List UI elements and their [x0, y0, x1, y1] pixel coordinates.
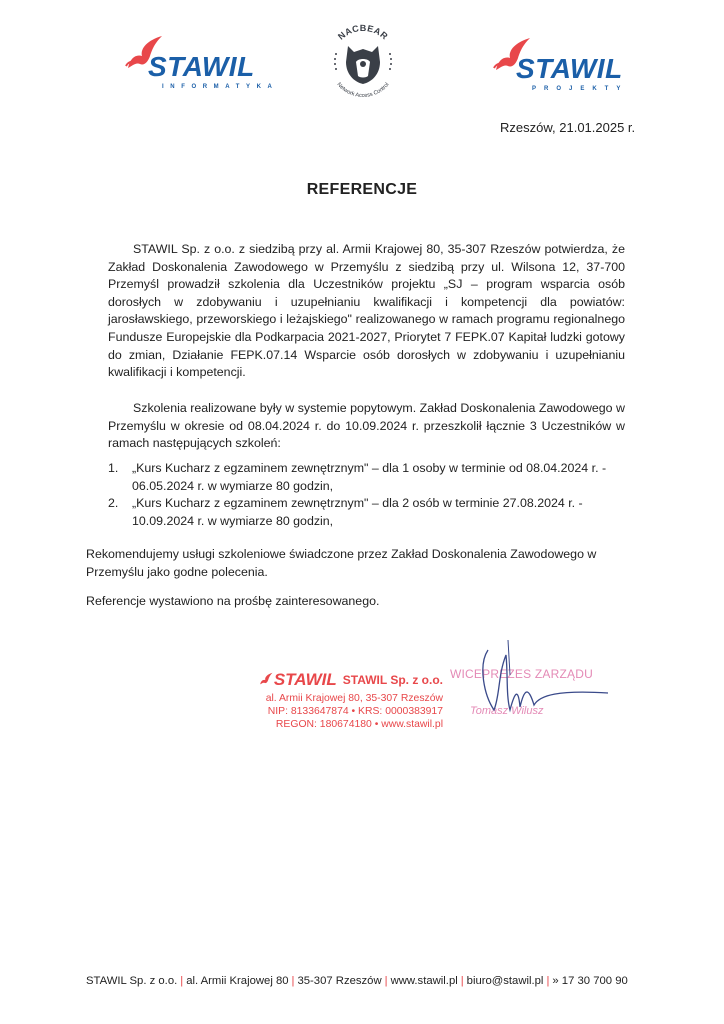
list-number: 2.	[108, 496, 119, 511]
nacbear-top-text: NACBEAR	[336, 22, 390, 42]
signature-block	[448, 635, 618, 725]
nacbear-bottom-text: Network Access Control	[335, 81, 391, 100]
list-text: „Kurs Kucharz z egzaminem zewnętrznym" – dla 2 osób w terminie 27.08.2024 r. - 10.09.2024 r. w wymiarze 80 godzin,	[132, 496, 583, 528]
paragraph-recommendation: Rekomendujemy usługi szkoleniowe świadczone przez Zakład Doskonalenia Zawodowego w Przemyślu jako godne polecenia.	[86, 547, 597, 579]
footer-company: STAWIL Sp. z o.o.	[86, 975, 178, 987]
bear-icon	[318, 16, 408, 106]
phoenix-icon	[258, 672, 274, 688]
logo-subtitle: INFORMATYKA	[162, 84, 279, 90]
footer-street: al. Armii Krajowej 80	[186, 975, 289, 987]
logo-subtitle: PROJEKTY	[532, 86, 629, 92]
paragraph-confirmation: STAWIL Sp. z o.o. z siedzibą przy al. Armii Krajowej 80, 35-307 Rzeszów potwierdza, że Zakład Doskonalenia Zawodowego w Przemyślu z siedzibą przy ul. Wilsona 12, 37-700 Przemyśl prowadził szkolenia dla Uczestników projektu „SJ – program wsparcia osób dorosłych w zdobywaniu i uzupełnianiu kwalifikacji i kompetencji dla powiatów: jarosławskiego, przeworskiego i leżajskiego" realizowanego w ramach programu regionalnego Fundusze Europejskie dla Podkarpacia 2021-2027, Priorytet 7 FEPK.07 Kapitał ludzki gotowy do zmian, Działanie FEPK.07.14 Wsparcie osób dorosłych w zdobywaniu i uzupełnianiu kwalifikacji i kompetencji.	[108, 242, 625, 380]
stamp-regon-www: REGON: 180674180 • www.stawil.pl	[275, 719, 443, 730]
list-text: „Kurs Kucharz z egzaminem zewnętrznym" – dla 1 osoby w terminie od 08.04.2024 r. - 06.05.2024 r. w wymiarze 80 godzin,	[132, 461, 607, 493]
list-item	[108, 460, 625, 495]
logo-wordmark: STAWIL	[148, 51, 255, 82]
svg-text:Network Access Control	[336, 82, 391, 99]
nacbear-logo	[318, 16, 408, 106]
letter-date: Rzeszów, 21.01.2025 r.	[500, 120, 636, 135]
stamp-company: STAWIL Sp. z o.o.	[342, 673, 443, 687]
list-number: 1.	[108, 461, 119, 475]
letter-title: REFERENCJE	[306, 181, 418, 198]
training-list	[108, 460, 625, 530]
handwritten-signature	[448, 635, 618, 725]
footer-email: biuro@stawil.pl	[466, 975, 544, 987]
list-item	[108, 495, 625, 530]
logo-wordmark: STAWIL	[516, 53, 623, 84]
stawil-projekty-logo	[490, 36, 629, 96]
footer-website: www.stawil.pl	[390, 975, 458, 987]
paragraph-training-summary: Szkolenia realizowane były w systemie popytowym. Zakład Doskonalenia Zawodowego w Przemyślu w okresie od 08.04.2024 r. do 10.09.2024 r. przeszkolił łącznie 3 Uczestników w ramach następujących szkoleń:	[108, 401, 625, 451]
stamp-logo: STAWIL	[273, 670, 337, 689]
svg-text:NACBEAR	[336, 23, 390, 42]
signature-name: Tomasz Wilusz	[470, 705, 544, 717]
footer-contact: STAWIL Sp. z o.o. | al. Armii Krajowej 80 | 35-307 Rzeszów | www.stawil.pl | biuro@stawil.pl | » 17 30 700 90	[86, 975, 628, 987]
paragraph-request-note: Referencje wystawiono na prośbę zainteresowanego.	[86, 594, 380, 608]
stamp-nip-krs: NIP: 8133647874 • KRS: 0000383917	[267, 706, 443, 717]
stawil-informatyka-logo	[122, 34, 279, 94]
footer-city: 35-307 Rzeszów	[297, 975, 382, 987]
company-stamp	[253, 670, 443, 731]
signature-role: WICEPREZES ZARZĄDU	[450, 667, 593, 681]
footer-phone: » 17 30 700 90	[552, 975, 628, 987]
stamp-address: al. Armii Krajowej 80, 35-307 Rzeszów	[265, 693, 443, 704]
